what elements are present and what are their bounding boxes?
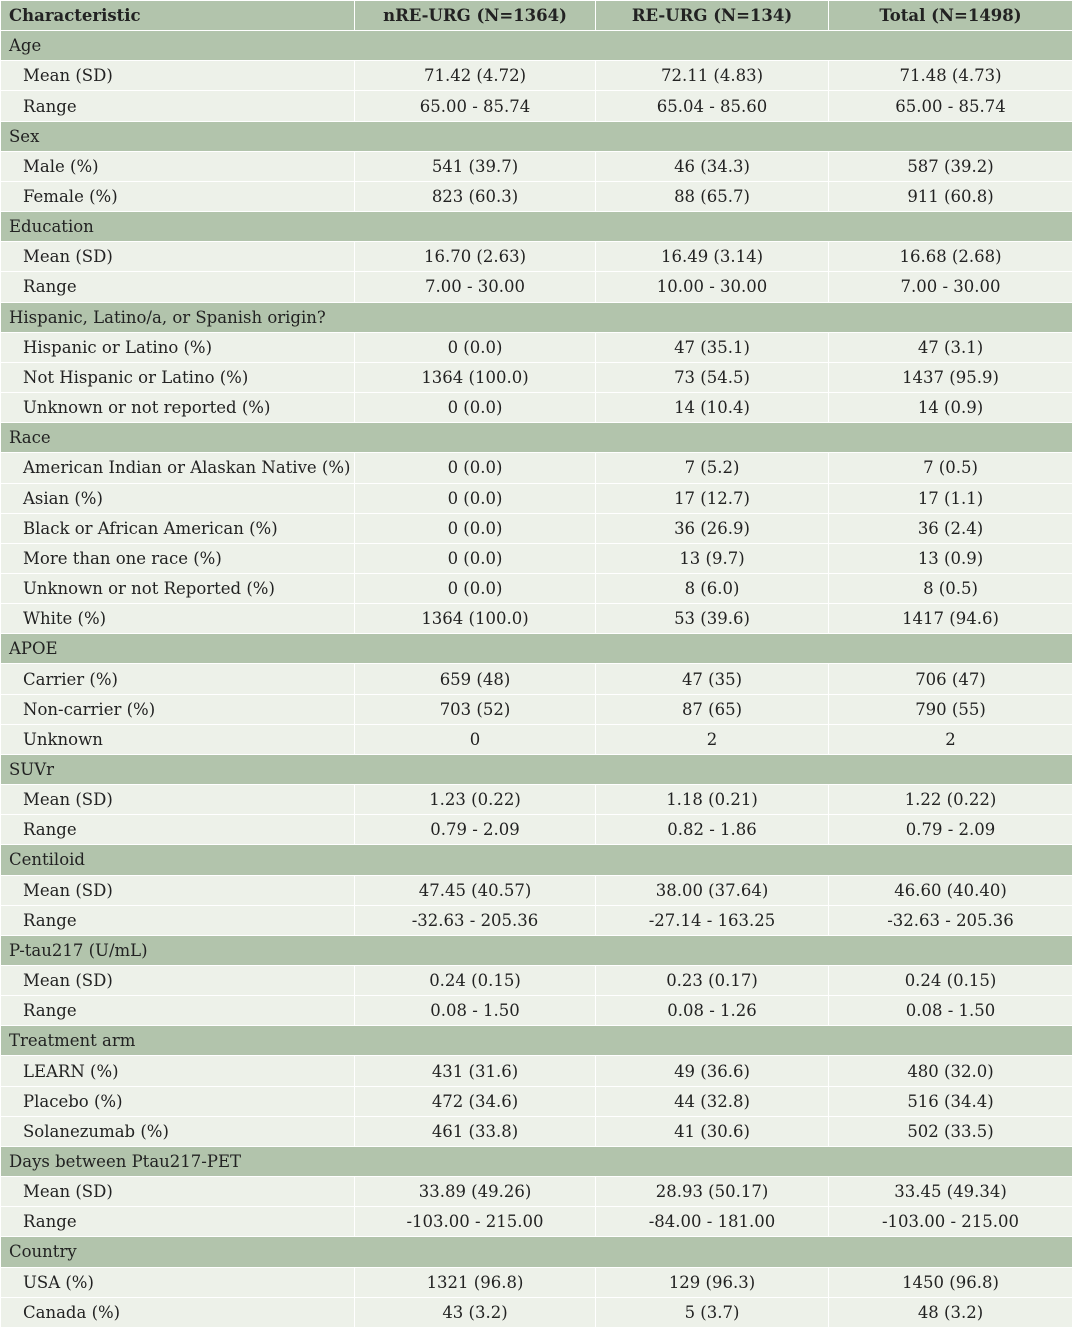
row-label: Mean (SD) (1, 242, 355, 272)
table-row (1, 393, 1072, 423)
cell-total: 71.48 (4.73) (829, 61, 1072, 91)
cell-nre-urg: 65.00 - 85.74 (355, 91, 596, 121)
table-row (1, 1116, 1072, 1146)
row-label: Asian (%) (1, 483, 355, 513)
cell-total: 16.68 (2.68) (829, 242, 1072, 272)
table-row (1, 604, 1072, 634)
cell-re-urg: -27.14 - 163.25 (596, 905, 829, 935)
cell-total: 14 (0.9) (829, 393, 1072, 423)
cell-re-urg: 0.23 (0.17) (596, 966, 829, 996)
header-nre-urg: nRE-URG (N=1364) (355, 1, 596, 31)
row-label: Range (1, 91, 355, 121)
row-label: More than one race (%) (1, 543, 355, 573)
cell-re-urg: 14 (10.4) (596, 393, 829, 423)
cell-re-urg: 13 (9.7) (596, 543, 829, 573)
cell-total: 1.22 (0.22) (829, 785, 1072, 815)
cell-nre-urg: 71.42 (4.72) (355, 61, 596, 91)
row-label: Solanezumab (%) (1, 1116, 355, 1146)
section-row (1, 634, 1072, 664)
table-row (1, 332, 1072, 362)
section-row (1, 1237, 1072, 1267)
cell-total: 46.60 (40.40) (829, 875, 1072, 905)
cell-re-urg: 47 (35) (596, 664, 829, 694)
section-title: Race (1, 423, 1072, 453)
cell-re-urg: 47 (35.1) (596, 332, 829, 362)
cell-nre-urg: 431 (31.6) (355, 1056, 596, 1086)
cell-total: 8 (0.5) (829, 573, 1072, 603)
section-title: Education (1, 212, 1072, 242)
cell-total: 480 (32.0) (829, 1056, 1072, 1086)
section-row (1, 121, 1072, 151)
row-label: Mean (SD) (1, 966, 355, 996)
row-label: USA (%) (1, 1267, 355, 1297)
cell-nre-urg: 1364 (100.0) (355, 362, 596, 392)
cell-re-urg: 36 (26.9) (596, 513, 829, 543)
section-title: Age (1, 31, 1072, 61)
row-label: Range (1, 272, 355, 302)
cell-total: 1417 (94.6) (829, 604, 1072, 634)
table-row (1, 543, 1072, 573)
header-row (1, 1, 1072, 31)
table-row (1, 1086, 1072, 1116)
cell-re-urg: 5 (3.7) (596, 1297, 829, 1327)
cell-nre-urg: 1364 (100.0) (355, 604, 596, 634)
cell-re-urg: 16.49 (3.14) (596, 242, 829, 272)
table-row (1, 91, 1072, 121)
header-total: Total (N=1498) (829, 1, 1072, 31)
cell-nre-urg: 47.45 (40.57) (355, 875, 596, 905)
row-label: Mean (SD) (1, 1177, 355, 1207)
cell-total: 33.45 (49.34) (829, 1177, 1072, 1207)
table-row (1, 1056, 1072, 1086)
cell-total: 516 (34.4) (829, 1086, 1072, 1116)
row-label: Carrier (%) (1, 664, 355, 694)
cell-total: 706 (47) (829, 664, 1072, 694)
cell-nre-urg: 0 (355, 724, 596, 754)
section-row (1, 1146, 1072, 1176)
cell-total: 48 (3.2) (829, 1297, 1072, 1327)
section-title: Sex (1, 121, 1072, 151)
row-label: White (%) (1, 604, 355, 634)
header-characteristic: Characteristic (1, 1, 355, 31)
row-label: Black or African American (%) (1, 513, 355, 543)
cell-nre-urg: 0 (0.0) (355, 573, 596, 603)
row-label: Not Hispanic or Latino (%) (1, 362, 355, 392)
table-row (1, 966, 1072, 996)
row-label: Unknown or not Reported (%) (1, 573, 355, 603)
cell-nre-urg: 472 (34.6) (355, 1086, 596, 1116)
row-label: Placebo (%) (1, 1086, 355, 1116)
table-row (1, 694, 1072, 724)
section-title: APOE (1, 634, 1072, 664)
table-row (1, 362, 1072, 392)
cell-total: 0.79 - 2.09 (829, 815, 1072, 845)
cell-re-urg: 17 (12.7) (596, 483, 829, 513)
row-label: Mean (SD) (1, 875, 355, 905)
row-label: Unknown or not reported (%) (1, 393, 355, 423)
cell-total: 13 (0.9) (829, 543, 1072, 573)
table-row (1, 242, 1072, 272)
cell-total: 0.24 (0.15) (829, 966, 1072, 996)
cell-re-urg: 1.18 (0.21) (596, 785, 829, 815)
section-row (1, 423, 1072, 453)
cell-re-urg: 44 (32.8) (596, 1086, 829, 1116)
cell-total: 65.00 - 85.74 (829, 91, 1072, 121)
cell-nre-urg: 0.24 (0.15) (355, 966, 596, 996)
cell-nre-urg: 0 (0.0) (355, 332, 596, 362)
table-row (1, 1267, 1072, 1297)
section-row (1, 31, 1072, 61)
row-label: Range (1, 905, 355, 935)
row-label: Unknown (1, 724, 355, 754)
cell-re-urg: 38.00 (37.64) (596, 875, 829, 905)
section-row (1, 754, 1072, 784)
table-row (1, 181, 1072, 211)
cell-re-urg: 65.04 - 85.60 (596, 91, 829, 121)
cell-re-urg: 8 (6.0) (596, 573, 829, 603)
section-row (1, 845, 1072, 875)
table-row (1, 1177, 1072, 1207)
header-re-urg: RE-URG (N=134) (596, 1, 829, 31)
cell-nre-urg: 7.00 - 30.00 (355, 272, 596, 302)
row-label: Male (%) (1, 151, 355, 181)
section-title: SUVr (1, 754, 1072, 784)
cell-re-urg: 2 (596, 724, 829, 754)
cell-re-urg: 28.93 (50.17) (596, 1177, 829, 1207)
cell-nre-urg: 541 (39.7) (355, 151, 596, 181)
row-label: Range (1, 1207, 355, 1237)
cell-re-urg: 41 (30.6) (596, 1116, 829, 1146)
cell-nre-urg: 0.79 - 2.09 (355, 815, 596, 845)
table-row (1, 785, 1072, 815)
cell-nre-urg: 0 (0.0) (355, 513, 596, 543)
row-label: Female (%) (1, 181, 355, 211)
table-row (1, 453, 1072, 483)
section-title: Treatment arm (1, 1026, 1072, 1056)
cell-re-urg: 53 (39.6) (596, 604, 829, 634)
section-title: Days between Ptau217-PET (1, 1146, 1072, 1176)
table-row (1, 996, 1072, 1026)
cell-total: 911 (60.8) (829, 181, 1072, 211)
cell-nre-urg: 659 (48) (355, 664, 596, 694)
cell-total: 2 (829, 724, 1072, 754)
cell-nre-urg: 1.23 (0.22) (355, 785, 596, 815)
cell-nre-urg: 43 (3.2) (355, 1297, 596, 1327)
cell-re-urg: 0.82 - 1.86 (596, 815, 829, 845)
table-row (1, 61, 1072, 91)
table-row (1, 875, 1072, 905)
cell-nre-urg: 461 (33.8) (355, 1116, 596, 1146)
cell-re-urg: 10.00 - 30.00 (596, 272, 829, 302)
row-label: American Indian or Alaskan Native (%) (1, 453, 355, 483)
table-row (1, 724, 1072, 754)
cell-total: 1437 (95.9) (829, 362, 1072, 392)
cell-re-urg: 46 (34.3) (596, 151, 829, 181)
section-row (1, 935, 1072, 965)
cell-nre-urg: 0 (0.0) (355, 483, 596, 513)
section-row (1, 212, 1072, 242)
table-row (1, 573, 1072, 603)
table-row (1, 815, 1072, 845)
section-title: P-tau217 (U/mL) (1, 935, 1072, 965)
table-row (1, 905, 1072, 935)
cell-nre-urg: 823 (60.3) (355, 181, 596, 211)
row-label: Range (1, 996, 355, 1026)
cell-re-urg: 72.11 (4.83) (596, 61, 829, 91)
table-row (1, 1207, 1072, 1237)
cell-total: 36 (2.4) (829, 513, 1072, 543)
row-label: Mean (SD) (1, 61, 355, 91)
cell-nre-urg: 16.70 (2.63) (355, 242, 596, 272)
cell-total: 7.00 - 30.00 (829, 272, 1072, 302)
section-title: Country (1, 1237, 1072, 1267)
cell-nre-urg: 1321 (96.8) (355, 1267, 596, 1297)
table-row (1, 151, 1072, 181)
cell-nre-urg: 0 (0.0) (355, 453, 596, 483)
row-label: Non-carrier (%) (1, 694, 355, 724)
table-row (1, 483, 1072, 513)
cell-total: 47 (3.1) (829, 332, 1072, 362)
section-row (1, 1026, 1072, 1056)
cell-re-urg: 73 (54.5) (596, 362, 829, 392)
cell-total: 502 (33.5) (829, 1116, 1072, 1146)
row-label: Range (1, 815, 355, 845)
cell-nre-urg: 33.89 (49.26) (355, 1177, 596, 1207)
cell-total: 7 (0.5) (829, 453, 1072, 483)
cell-nre-urg: -103.00 - 215.00 (355, 1207, 596, 1237)
row-label: Hispanic or Latino (%) (1, 332, 355, 362)
cell-total: -103.00 - 215.00 (829, 1207, 1072, 1237)
cell-total: 17 (1.1) (829, 483, 1072, 513)
cell-nre-urg: 0 (0.0) (355, 543, 596, 573)
cell-re-urg: 7 (5.2) (596, 453, 829, 483)
table-row (1, 272, 1072, 302)
cell-re-urg: 87 (65) (596, 694, 829, 724)
cell-re-urg: 88 (65.7) (596, 181, 829, 211)
cell-total: 0.08 - 1.50 (829, 996, 1072, 1026)
cell-nre-urg: -32.63 - 205.36 (355, 905, 596, 935)
row-label: Mean (SD) (1, 785, 355, 815)
cell-re-urg: -84.00 - 181.00 (596, 1207, 829, 1237)
row-label: LEARN (%) (1, 1056, 355, 1086)
section-title: Centiloid (1, 845, 1072, 875)
cell-re-urg: 49 (36.6) (596, 1056, 829, 1086)
section-row (1, 302, 1072, 332)
cell-nre-urg: 0 (0.0) (355, 393, 596, 423)
section-title: Hispanic, Latino/a, or Spanish origin? (1, 302, 1072, 332)
cell-nre-urg: 703 (52) (355, 694, 596, 724)
cell-total: -32.63 - 205.36 (829, 905, 1072, 935)
table-row (1, 513, 1072, 543)
cell-re-urg: 0.08 - 1.26 (596, 996, 829, 1026)
cell-nre-urg: 0.08 - 1.50 (355, 996, 596, 1026)
table-row (1, 1297, 1072, 1327)
cell-total: 790 (55) (829, 694, 1072, 724)
cell-total: 1450 (96.8) (829, 1267, 1072, 1297)
row-label: Canada (%) (1, 1297, 355, 1327)
cell-re-urg: 129 (96.3) (596, 1267, 829, 1297)
cell-total: 587 (39.2) (829, 151, 1072, 181)
table-body (1, 31, 1072, 1328)
table-row (1, 664, 1072, 694)
